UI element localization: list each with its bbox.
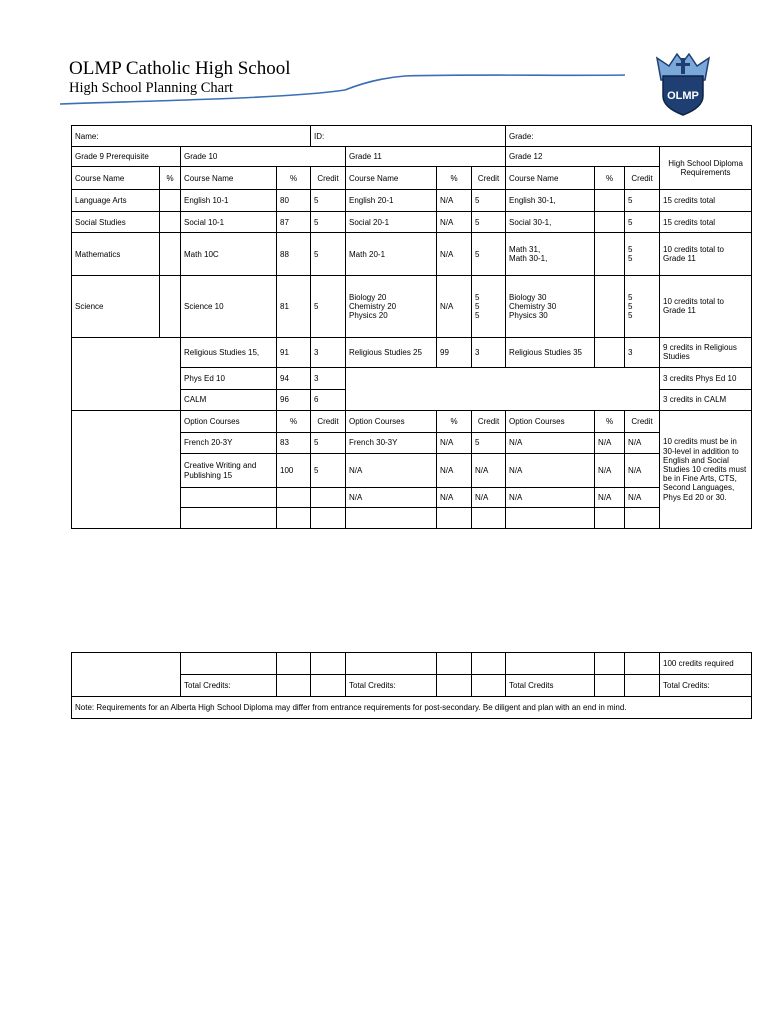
cell — [595, 190, 625, 211]
cell: 3 — [472, 337, 506, 368]
cell: 15 credits total — [660, 211, 752, 232]
col-pct: % — [595, 411, 625, 432]
cell: Religious Studies 35 — [506, 337, 595, 368]
grade12-heading: Grade 12 — [506, 147, 660, 166]
col-pct: % — [437, 411, 472, 432]
col-credit: Credit — [625, 411, 660, 432]
option-requirement-note: 10 credits must be in 30-level in addition to English and Social Studies 10 credits must be in Fine Arts, CTS, Second Languages, Phys Ed 20 or 30. — [660, 411, 752, 529]
total-credits-g10: Total Credits: — [181, 675, 277, 697]
cell: 88 — [277, 233, 311, 276]
cell: N/A — [595, 454, 625, 488]
cell — [437, 653, 472, 675]
cell — [506, 653, 595, 675]
cell: Science 10 — [181, 276, 277, 337]
col-pct: % — [595, 166, 625, 190]
cell: N/A — [506, 487, 595, 507]
cell: N/A — [625, 454, 660, 488]
cell: 94 — [277, 368, 311, 389]
col-credit: Credit — [472, 411, 506, 432]
cell — [437, 508, 472, 529]
cell — [625, 508, 660, 529]
cell: 5 — [311, 233, 346, 276]
cell — [181, 653, 277, 675]
cell — [506, 508, 595, 529]
name-field[interactable]: Name: — [72, 126, 311, 147]
cell: N/A — [437, 276, 472, 337]
cell — [311, 508, 346, 529]
cell — [346, 653, 437, 675]
cell — [595, 337, 625, 368]
cell — [595, 653, 625, 675]
cell — [311, 653, 346, 675]
cell[interactable] — [311, 675, 346, 697]
cell: 9 credits in Religious Studies — [660, 337, 752, 368]
cell[interactable] — [277, 675, 311, 697]
cell: 10 credits total to Grade 11 — [660, 233, 752, 276]
cell — [472, 653, 506, 675]
table-row — [72, 190, 752, 211]
school-title: OLMP Catholic High School — [69, 58, 291, 79]
cell: N/A — [506, 432, 595, 453]
cell[interactable] — [595, 675, 625, 697]
cell: 10 credits total to Grade 11 — [660, 276, 752, 337]
cell — [595, 508, 625, 529]
cell — [160, 190, 181, 211]
cell: N/A — [595, 432, 625, 453]
cell — [72, 411, 181, 529]
col-pct: % — [437, 166, 472, 190]
cell: Math 20-1 — [346, 233, 437, 276]
table-row — [72, 276, 752, 337]
col-credit: Credit — [472, 166, 506, 190]
cell: French 20-3Y — [181, 432, 277, 453]
cell: 83 — [277, 432, 311, 453]
cell — [595, 233, 625, 276]
cell: 5 — [311, 432, 346, 453]
cell — [277, 487, 311, 507]
cell: 87 — [277, 211, 311, 232]
cell: English 30-1, — [506, 190, 595, 211]
cell: 6 — [311, 389, 346, 410]
credits-required: 100 credits required — [660, 653, 752, 675]
cell: 5 — [311, 190, 346, 211]
cell: 5 — [311, 276, 346, 337]
cell: N/A — [437, 454, 472, 488]
cell: Phys Ed 10 — [181, 368, 277, 389]
cell — [72, 337, 181, 411]
cell: 5 — [472, 190, 506, 211]
header-swoosh — [60, 68, 630, 108]
cell: 3 — [625, 337, 660, 368]
cell: English 20-1 — [346, 190, 437, 211]
total-credits-diploma: Total Credits: — [660, 675, 752, 697]
cell: Social Studies — [72, 211, 160, 232]
cell: N/A — [437, 487, 472, 507]
logo-text: OLMP — [667, 90, 699, 102]
table-row — [72, 411, 752, 432]
cell — [160, 211, 181, 232]
cell: English 10-1 — [181, 190, 277, 211]
grade10-heading: Grade 10 — [181, 147, 346, 166]
cell: Social 20-1 — [346, 211, 437, 232]
cell — [72, 653, 181, 697]
cell: Biology 20 Chemistry 20 Physics 20 — [346, 276, 437, 337]
cell: 5 — [472, 233, 506, 276]
cell — [595, 276, 625, 337]
planning-table — [71, 125, 752, 529]
cell: Social 30-1, — [506, 211, 595, 232]
cell: 3 credits Phys Ed 10 — [660, 368, 752, 389]
cell — [472, 508, 506, 529]
cell: 99 — [437, 337, 472, 368]
requirements-note: Note: Requirements for an Alberta High School Diploma may differ from entrance requirements for post-secondary. Be diligent and plan with an end in mind. — [72, 697, 752, 719]
cell: 5 — [311, 211, 346, 232]
col-option-courses: Option Courses — [506, 411, 595, 432]
grade-field[interactable]: Grade: — [506, 126, 752, 147]
cell: N/A — [625, 487, 660, 507]
col-credit: Credit — [311, 411, 346, 432]
cell — [346, 368, 660, 411]
cell[interactable] — [437, 675, 472, 697]
cell: Biology 30 Chemistry 30 Physics 30 — [506, 276, 595, 337]
cell: N/A — [346, 454, 437, 488]
col-course-name: Course Name — [72, 166, 160, 190]
cell: 96 — [277, 389, 311, 410]
col-pct: % — [277, 411, 311, 432]
cell: Creative Writing and Publishing 15 — [181, 454, 277, 488]
cell: 5 — [625, 190, 660, 211]
cell: 100 — [277, 454, 311, 488]
cell: Language Arts — [72, 190, 160, 211]
cell — [181, 487, 277, 507]
cell: 81 — [277, 276, 311, 337]
cell: 5 — [472, 211, 506, 232]
cell[interactable] — [472, 675, 506, 697]
cell: N/A — [437, 190, 472, 211]
cell: N/A — [346, 487, 437, 507]
cell: 3 — [311, 337, 346, 368]
cell — [160, 276, 181, 337]
cell: N/A — [472, 487, 506, 507]
cell: French 30-3Y — [346, 432, 437, 453]
cell: 3 — [311, 368, 346, 389]
totals-table — [71, 652, 752, 719]
col-course-name: Course Name — [506, 166, 595, 190]
cell — [625, 653, 660, 675]
school-crest-logo — [651, 52, 715, 118]
cell: Religious Studies 15, — [181, 337, 277, 368]
col-credit: Credit — [311, 166, 346, 190]
cell: 5 5 5 — [625, 276, 660, 337]
cell: 3 credits in CALM — [660, 389, 752, 410]
grade9-heading: Grade 9 Prerequisite — [72, 147, 181, 166]
cell: N/A — [625, 432, 660, 453]
col-option-courses: Option Courses — [346, 411, 437, 432]
diploma-heading: High School Diploma Requirements — [660, 147, 752, 190]
total-credits-g11: Total Credits: — [346, 675, 437, 697]
cell: N/A — [472, 454, 506, 488]
col-option-courses: Option Courses — [181, 411, 277, 432]
cell — [277, 508, 311, 529]
cell[interactable] — [625, 675, 660, 697]
col-pct: % — [160, 166, 181, 190]
cell — [181, 508, 277, 529]
cell: Social 10-1 — [181, 211, 277, 232]
cell — [346, 508, 437, 529]
cell: 5 5 — [625, 233, 660, 276]
cell: Math 10C — [181, 233, 277, 276]
cell — [277, 653, 311, 675]
cell: 5 5 5 — [472, 276, 506, 337]
id-field[interactable]: ID: — [311, 126, 506, 147]
cell: N/A — [595, 487, 625, 507]
cell: Mathematics — [72, 233, 160, 276]
cell: CALM — [181, 389, 277, 410]
table-row — [72, 233, 752, 276]
cell: 5 — [472, 432, 506, 453]
cell: N/A — [506, 454, 595, 488]
col-credit: Credit — [625, 166, 660, 190]
cell: Religious Studies 25 — [346, 337, 437, 368]
cell: Math 31, Math 30-1, — [506, 233, 595, 276]
cell: Science — [72, 276, 160, 337]
col-course-name: Course Name — [346, 166, 437, 190]
table-row — [72, 211, 752, 232]
col-pct: % — [277, 166, 311, 190]
cell — [160, 233, 181, 276]
cell: 5 — [311, 454, 346, 488]
grade11-heading: Grade 11 — [346, 147, 506, 166]
cell: N/A — [437, 211, 472, 232]
cell — [311, 487, 346, 507]
cell: 5 — [625, 211, 660, 232]
cell: 80 — [277, 190, 311, 211]
total-credits-g12: Total Credits — [506, 675, 595, 697]
cell: 15 credits total — [660, 190, 752, 211]
col-course-name: Course Name — [181, 166, 277, 190]
cell: 91 — [277, 337, 311, 368]
cell: N/A — [437, 233, 472, 276]
cell: N/A — [437, 432, 472, 453]
cell — [595, 211, 625, 232]
table-row — [72, 337, 752, 368]
chart-subtitle: High School Planning Chart — [69, 80, 233, 96]
